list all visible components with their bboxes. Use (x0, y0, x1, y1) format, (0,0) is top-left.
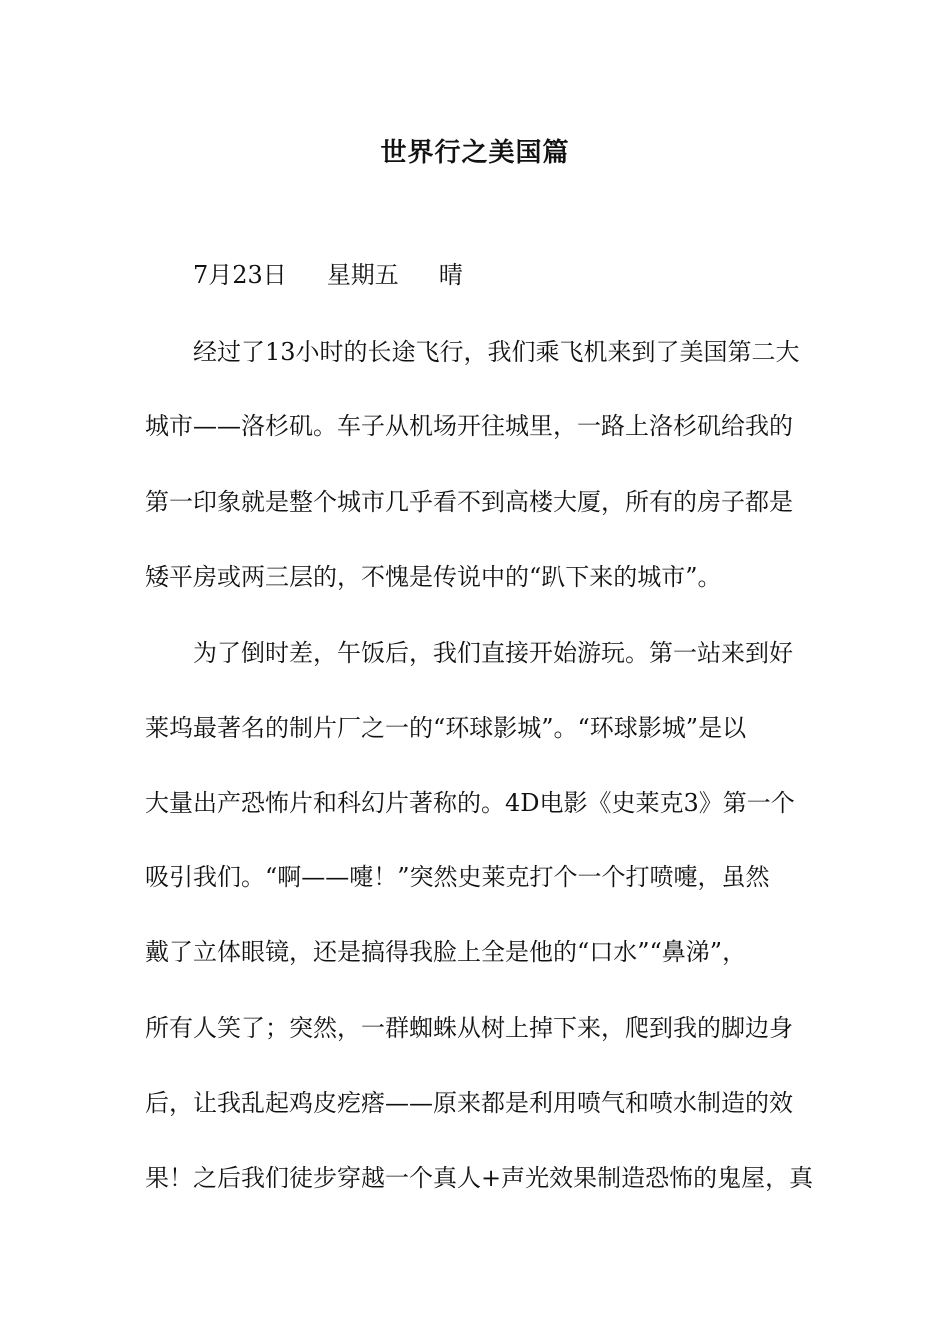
body-line: 经过了13小时的长途飞行，我们乘飞机来到了美国第二大 (193, 338, 800, 366)
body-line: 吸引我们。“啊——嚏！”突然史莱克打个一个打喷嚏，虽然 (145, 863, 770, 891)
body-line: 果！之后我们徒步穿越一个真人+声光效果制造恐怖的鬼屋，真 (145, 1164, 814, 1192)
body-line: 莱坞最著名的制片厂之一的“环球影城”。“环球影城”是以 (145, 714, 747, 742)
body-line: 为了倒时差，午饭后，我们直接开始游玩。第一站来到好 (193, 639, 793, 667)
body-line: 戴了立体眼镜，还是搞得我脸上全是他的“口水”“鼻涕”， (145, 938, 747, 966)
body-line: 城市——洛杉矶。车子从机场开往城里，一路上洛杉矶给我的 (145, 412, 793, 440)
body-line: 大量出产恐怖片和科幻片著称的。4D电影《史莱克3》第一个 (145, 789, 795, 817)
body-line: 第一印象就是整个城市几乎看不到高楼大厦，所有的房子都是 (145, 488, 793, 516)
dateline-weekday: 星期五 (326, 261, 399, 289)
body-line: 后，让我乱起鸡皮疙瘩——原来都是利用喷气和喷水制造的效 (145, 1089, 793, 1117)
dateline-weather: 晴 (438, 261, 463, 289)
body-line: 矮平房或两三层的，不愧是传说中的“趴下来的城市”。 (145, 563, 722, 591)
dateline (193, 257, 463, 293)
body-line: 所有人笑了；突然，一群蜘蛛从树上掉下来，爬到我的脚边身 (145, 1014, 793, 1042)
dateline-date: 7月23日 (193, 261, 287, 289)
document-title: 世界行之美国篇 (380, 138, 570, 168)
